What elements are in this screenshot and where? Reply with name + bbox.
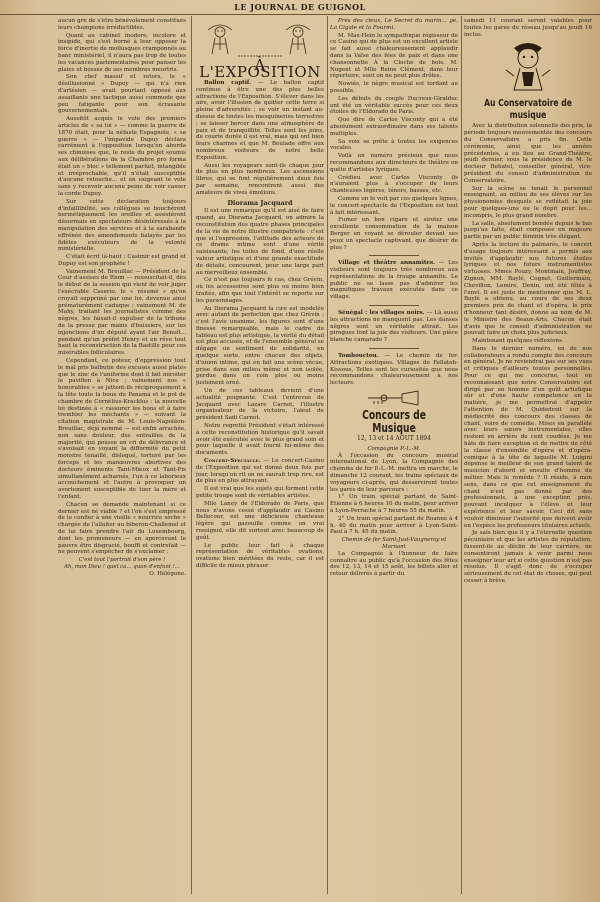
paragraph bbox=[196, 80, 324, 162]
paragraph: Fumer un bon cigare et siroter une excellente consommation de la maison Berger en voyant se dérouler devant ses yeux un spectacle captivant, que désirer de plus ? bbox=[330, 217, 458, 251]
paragraph bbox=[330, 353, 458, 387]
paragraph: La Compagnie à l'honneur de faire connaître au public qu'à l'occasion des fêtes des 12, 13, 14 et 15 août, les billets aller et retour délivrés à partir du bbox=[330, 550, 458, 578]
paragraph: Crédieu avec Carlos Visconty ils n'auraient plus à s'occuper de leurs chanteuses légères, ténors, basses, etc. bbox=[330, 174, 458, 195]
paragraph: Un de ces tableaux devient d'une actualité poignante. C'est l'entrevue de Jacquard avec Lazare Carnot, l'illustre organisateur de la victoire, l'aïeul de président Sadi Carnot. bbox=[196, 388, 324, 422]
paragraph: Maintenant quelques réflexions. bbox=[472, 338, 564, 345]
paragraph: Je sais bien que il y a l'éternelle question pécuniaire et que les artistes de réputation, fussent-ils au déclin de leur carrière, ne consentiront jamais à venir parmi nous enseigner leur art si cette question n'est pas résolue. Il s'agit donc de s'occuper sérieusement de cet état de choses, qui peut cesser à brève bbox=[464, 530, 592, 584]
divider bbox=[369, 255, 419, 256]
paragraph: Sa voix se prête à toutes les exigences vocales. bbox=[330, 138, 458, 152]
subheading: Concert-Spectacle. bbox=[204, 458, 261, 465]
subheading: Tombouctou. bbox=[338, 353, 379, 360]
section-banner-title: À L'EXPOSITION bbox=[199, 56, 321, 82]
paragraph: Après la lecture du palmarès, le concert d'usage toujours intéressant a permis aux invités d'applaudir nos futures étoiles lyriques et nos futurs instrumentistes virtuoses. Mmes Pouzy, Montmain, Jouffray, Zignon, MM. Baylé, Cognet, Guillermain, Chevillon, Lemire, Denin, ont été fêtés à l'envi. Il est juste de mentionner que M. L. Baylé a obtenu, au cours de ses deux premiers prix de chant et d'opéra, le prix d'honneur tant désiré, donné au nom de M. le Ministre des Beaux-Arts. Chacun était d'avis que le conseil d'administration ne pouvait faire un choix plus judicieux. bbox=[464, 241, 592, 337]
paragraph: Chacun se demande maintenant si ce dernier est né viable ? et l'on s'est empressé de le confier à une vieille « nourrice sèche » chargée de l'allaiter au biberon-Challemel et de lui faire prendre l'air du Luxembourg, dont les promeneurs — en apercevant le pauvre être disgracié, bouffi et contrefait — ne peuvent s'empêcher de s'exclamer : bbox=[58, 501, 186, 556]
paragraph bbox=[330, 260, 458, 301]
paragraph: M. Max-Hein le sympathique régisseur de ce Casino qui de plus est un excellent artiste se fait aussi chaleureusement applaudir dans la Valse des fées de paix et dans une chansonnette À la Cloche de bois. M. Nogent et Mlle Reine Clément, dans leur répertoire, sont on ne peut plus drôles. bbox=[330, 32, 458, 80]
exposition-banner bbox=[196, 18, 324, 82]
paragraph: À l'occasion du concours musical international de Lyon, la Compagnie des chemins de fer P.-L.-M. mettra en marche, le dimanche 12 courant, les trains spéciaux de voyageurs ci-après, qui desserviront toutes les gares de leur parcours : bbox=[330, 452, 458, 493]
column-rule bbox=[461, 16, 462, 894]
verse-line: C'est tout l'portrait d'son père ! bbox=[78, 557, 166, 564]
paragraph: Les débuts du couple Ducreux-Giralduc ont été un véritable succès pour ces deux étoiles de l'Eldorado de Paris. bbox=[330, 95, 458, 116]
paragraph: Cependant, ce poteur, d'oppression tout le mal pris balbutie des excuses aussi plates que le zinc de l'uniforme dont il fait miroiter le pavillon à Nice ; vainement nos « honorables » se jettent-ils réciproquement à la tête toute la boue du Panama et le pot de chambre de Cornélius-Kracklus : la nouvelle loi destinée à « rassurer les bons et à faire trembler les méchants » — suivant la citation magistrale de M. Louis-Napoléon-Breuillac, déjà nommé — est enfin arrachée, non sans douleur, des entrailles de la majorité, qui pousse un cri de délivrance et s'avoisait en voyant la difformité du petit monstre tenaillé, disloqué, torturé par les forceps et les manœuvres abortives des docteurs éminents Tant-Mieux et Tant-Pis simultanément acharnés, l'un à ce laborieux accouchement et l'autre à provoquer un avortement susceptible de tuer la mère et l'enfant. bbox=[58, 358, 186, 500]
section-title: Au Conservatoire de musique bbox=[484, 98, 572, 122]
paragraph-text: — Le concert-Casino de l'Exposition qui est donné deux fois par jour, lorsqu'on rit on ne saurait trop rire, est de plus en plus attrayant. bbox=[196, 458, 324, 485]
paragraph: Il est vrai que les sujets qui forment cette petite troupe sont de véritables artistes. bbox=[196, 486, 324, 500]
paragraph: Comme on le voit par ces quelques lignes, le concert-spectacle de l'Exposition est tout à fait intéressant. bbox=[330, 195, 458, 216]
subheading: Ballon captif. bbox=[204, 80, 252, 86]
guignol-puppet-illustration bbox=[500, 40, 556, 96]
paragraph: Son chef massif et retors, le « désillusionné » Dupuy — qui n'a rien d'artésien — avait pourtant opposé aux assaillants une tactique aussi commode que peu fatigante pour son écrasante gouvernementale. bbox=[58, 74, 186, 115]
paragraph: Vainement M. Breuillac — Président de la Cour d'assises de Riom — ressuscitait-il, dès le début de la session qui vient de voir juger l'exécrable Caserio, le « résumé » qu'on croyait supprimé par une loi, devenue ainsi prématurément caduque ; vainement M. de Mahy, traitant les journalistes comme des nègres, les faisait-il expulser de la tribune de la presse par mains d'huissiers, sur les injonctions d'un député ayant l'air Benoît... pendant qu'un préfet Henry et en rêve tout haut la reconstruction de la Bastille pour ces misérables folliculaires. bbox=[58, 268, 186, 357]
paragraph: Notre regretté Président s'était intéressé à cette reconstitution historique qu'il savait avoir été exécutée avec le plus grand soin et pour laquelle il avait fourni lui-même des documents. bbox=[196, 423, 324, 457]
paragraph: Sur la scène se tenait le personnel enseignant, au milieu de ses élèves sur les physionomies desquels se reflétait la joie pour quelques-uns ou le dépit pour les... incompris, le plus grand nombre. bbox=[464, 185, 592, 219]
paragraph: Au Diorama Jacquard la cire est modelée avec autant de perfection que chez Grévin ; c'est l'avis unanime, les figures sont d'une finesse remarquable, mais le cadre du tableau est plus artistique, la vérité du détail est plus accusée, et de l'ensemble général se dégage un sentiment de solidarité, en quelque sorte, entre chacun des objets, d'union intime, qui en fait une scène vécue, prise dans son milieu même et non isolée, perdue dans un coin plus ou moins justement orné. bbox=[196, 305, 324, 387]
paragraph: Le public leur fait à chaque représentation de véritables ovations, ovations bien méritées du reste, car il est difficile de mieux phraser bbox=[196, 542, 324, 569]
column-rule bbox=[327, 16, 328, 894]
paragraph: Voilà un numéro précieux que nous recommandons aux directeurs de théâtre en quête d'artistes lyriques. bbox=[330, 153, 458, 173]
verse-line: Ah, mon Dieu ! quel ca... quan d'enfant !... bbox=[63, 563, 181, 570]
company-name: Compagnie P.-L.-M. bbox=[367, 445, 421, 452]
paragraph: Aussi les voyageurs sont-ils chaque jour de plus en plus nombreux. Les ascensions libres, qui se font régulièrement deux fois par semaine, rencontrent aussi des amateurs de vives émotions. bbox=[196, 162, 324, 196]
paragraph-text: — Le ballon captif continue à être une des plus belles attractions de l'Exposition. S'élever dans les airs, avoir l'illusion de quitter cette terre si pleine d'adversités ; se voir un instant au-dessus de toutes les mesquineries terrestres ; se laisser bercer dans une atmosphère de paix et de tranquillité. Telles sont les joies, de courte durée il est vrai, mais qui ont bien leurs charmes et que M. Boulade offre aux nombreux visiteurs de notre belle Exposition. bbox=[196, 80, 324, 161]
masthead: LE JOURNAL DE GUIGNOL bbox=[0, 0, 600, 15]
signature: O. Hélégone. bbox=[149, 570, 186, 577]
paragraph bbox=[196, 458, 324, 485]
paragraph: Que dire de Carlos Visconty qui a été absolument extraordinaire dans ses talents multiples. bbox=[330, 117, 458, 137]
concours-title: Concours de Musique bbox=[362, 408, 426, 436]
column-rule bbox=[191, 16, 192, 894]
paragraph bbox=[330, 310, 458, 344]
divider bbox=[369, 305, 419, 306]
column-conservatoire bbox=[464, 18, 592, 894]
paragraph: Ce n'est pas toujours le cas, chez Grévin, où les accessoires sont plus ou moins bien traités, afin que tout l'intérêt se reporte sur les personnages. bbox=[196, 277, 324, 304]
paragraph: aucun gré de s'être bénévolement constitués leurs champions irréductibles. bbox=[58, 18, 186, 31]
column-politics bbox=[58, 18, 186, 894]
paragraph: C'était écrit là-haut : Casimir est grand et Dupuy est son prophète ! bbox=[58, 254, 186, 267]
subheading: Diorama Jacquard bbox=[227, 198, 293, 207]
trumpet-illustration bbox=[364, 389, 424, 407]
divider bbox=[369, 348, 419, 349]
subheading: Sénégal : les villages noirs. bbox=[338, 310, 425, 317]
paragraph: 2° Un train spécial partant de Roanne à 4 h. 40 du matin pour arriver à Lyon-Saint-Paul à 7 h. 45 du matin. bbox=[330, 515, 458, 536]
paragraph: 1° Un train spécial partant de Saint-Etienne à 6 heures 10 du matin, pour arriver à Lyon-Perrache à 7 heures 55 du matin. bbox=[330, 494, 458, 515]
column-concert bbox=[330, 18, 458, 894]
column-exposition bbox=[196, 18, 324, 894]
railway-heading: Chemin de fer Saint-Just-Vaugneray et Mornant bbox=[341, 537, 447, 550]
paragraph-text: — Le chemin de fer. Attractions exotiques. Villages de Fellatah-Kissous, Telles sont les curiosités que nous recommandons chaleureusement à nos lecteurs. bbox=[330, 353, 458, 387]
paragraph-text: — Les visiteurs sont toujours très nombreux aux représentations de la troupe annamite. Le public ne se lasse pas d'admirer les magnifiques travaux exécutés dans ce village. bbox=[330, 260, 458, 301]
paragraph-text: — Là aussi les attractions ne manquent pas. Les danses nègres sont un véritable attrait. Les pirogues font la joie des visiteurs. Une pièce blanche camarade ? bbox=[330, 310, 458, 344]
concours-dates: 12, 13 et 14 AOUT 1894 bbox=[357, 435, 431, 443]
paragraph: samedi 11 courant seront valables pour toutes les gares du réseau jusqu'au jeudi 16 inclus. bbox=[464, 18, 592, 38]
paragraph: Il est une remarque qu'il est aisé de faire quand, au Diorama Jacquard, on admire la reconstitution des quatre phases principales de la vie de notre illustre compatriote : c'est que si l'expression, l'attitude des acteurs de ce drame intime sont d'une vérité saisissante, les toiles de fond, d'une réelle valeur artistique et d'une grande exactitude de détails, concourent, pour une large part au merveilleux ensemble. bbox=[196, 208, 324, 276]
paragraph: Quant au cabinet inodore, incolore et insipide, qui s'est borné à leur opposer la force d'inertie de mollusques cramponnés au banc ministériel, il n'aura pas trop de toutes les vacances parlementaires pour panser les plaies et bosses de ses membres meurtris. bbox=[58, 32, 186, 73]
paragraph: La salle, absolument bondée depuis le bas jusqu'au faîte, était composée en majeure partie par un public féminin très élégant. bbox=[464, 220, 592, 241]
paragraph: Près des cieux, Le Secret du marin... ge, La Cigale et la Fourmi. bbox=[330, 18, 458, 31]
paragraph: Avec la distribution solennelle des prix, la période toujours mouvementée des concours du Conservatoire a pris fin. Cette cérémonie, ainsi que les années précédentes, a eu lieu au Grand-Théâtre, jeudi dernier, sous la présidence de M. le docteur Rebatel, conseiller général, vice-président du conseil d'administration du Conservatoire. bbox=[464, 123, 592, 184]
paragraph: Aussitôt acquis le vote des premiers articles de « sa loi » — comme la guerre de 1870 était, pour la néfaste Espagnole, « sa guerre » — l'impavide Dupuy déclara carrément à l'opposition lorsqu'en aborda ses chinoises que, le reste du projet soumis aux délibérations de la Chambre pro forma était un « bloc » tellement parfait, intangible et irréprochable, qu'il n'était susceptible d'aucune retouche... et en exigeant le vote sans y recevoir aucune peine de voir casser la corde Dupuy. bbox=[58, 116, 186, 197]
paragraph: Sur cette déclaration toujours d'infaillibilité, ses collègues se bouchèrent hermétiquement les oreilles et assistèrent désormais en spectateurs désintéressés à la manipulation des services et à la sarabande effrénée des amendements balayés par les fidèles exécuteurs de la volonté ministérielle. bbox=[58, 198, 186, 253]
subheading: Village et théâtre annamites. bbox=[338, 260, 436, 267]
paragraph: Mlle Laney de l'Eldorado de Paris, que nous n'avons cessé d'applaudir au Casino Bellecour, est une délicieuse chanteuse légère qui gazouille comme un vrai rossignol, elle dit surtout avec beaucoup de goût. bbox=[196, 500, 324, 541]
paragraph: Nowiés, le nègre musical est tordant au possible. bbox=[330, 81, 458, 94]
paragraph: Dans le dernier numéro, un de nos collaborateurs a rendu compte des concours en général. Je ne reviendrai pas sur ses vues et critiques d'ailleurs toutes personnelles. Pour ce qui me concerne, tout en reconnaissant que notre Conservatoire est dirigé par un homme d'un goût artistique sûr et d'une haute compétence en la matière, je me permettrai d'appeler l'attention de M. Quidedroit sur la médiocrité des concours des classes de chant, voire de comédie. Mises en parallèle avec leurs sœurs instrumentales, elles restent en arrière de cent coudées. Je me hâte de faire exception et de mettre de côté la classe d'ensemble d'opéra et d'opéra-comique à la tête de laquelle M. Luigini dépense le meilleur de son grand talent de musicien d'abord et ensuite d'homme du métier. Mais le remède ? Il réside, à mon sens, dans ce que cet enseignement du chant n'est pas donné par des professionnels, à une exception près, pouvant inculquer à l'élève et leur expérience et leur savoir. Ceci dit sans vouloir diminuer l'autorité que doivent avoir en l'espèce les professeurs titulaires actuels. bbox=[464, 345, 592, 529]
